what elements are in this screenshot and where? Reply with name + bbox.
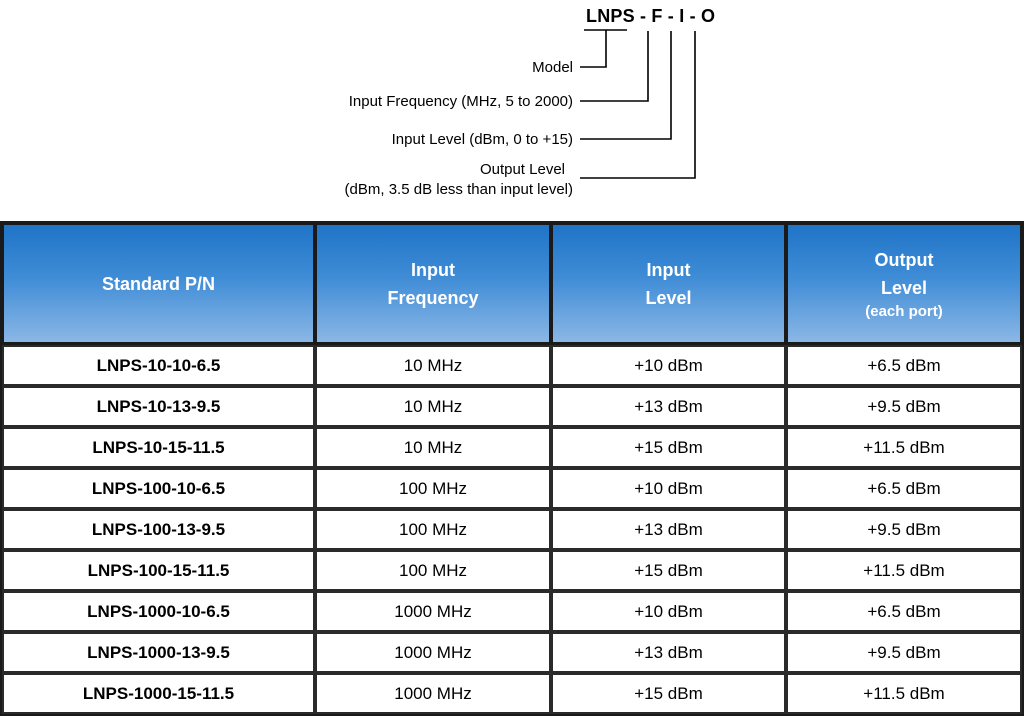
table-header-row	[2, 223, 1022, 345]
cell-part-number: LNPS-1000-10-6.5	[2, 591, 315, 632]
header-output-level-line1: Output	[874, 249, 934, 270]
cell-input-level: +13 dBm	[551, 509, 786, 550]
cell-input-level: +15 dBm	[551, 427, 786, 468]
cell-part-number: LNPS-100-13-9.5	[2, 509, 315, 550]
cell-part-number: LNPS-1000-15-11.5	[2, 673, 315, 714]
label-output-level-title: Output Level	[479, 161, 565, 178]
cell-part-number: LNPS-10-13-9.5	[2, 386, 315, 427]
cell-input-frequency: 100 MHz	[315, 509, 551, 550]
cell-output-level: +9.5 dBm	[786, 509, 1022, 550]
header-output-level	[786, 223, 1022, 345]
table-row	[2, 673, 1022, 714]
cell-part-number: LNPS-1000-13-9.5	[2, 632, 315, 673]
table-row	[2, 591, 1022, 632]
cell-output-level: +9.5 dBm	[786, 386, 1022, 427]
label-model: Model	[532, 59, 573, 76]
cell-input-level: +13 dBm	[551, 386, 786, 427]
cell-output-level: +11.5 dBm	[786, 673, 1022, 714]
cell-output-level: +11.5 dBm	[786, 427, 1022, 468]
cell-output-level: +9.5 dBm	[786, 632, 1022, 673]
header-input-level-line2: Level	[645, 287, 692, 308]
table-row	[2, 345, 1022, 386]
header-standard-pn	[2, 223, 315, 345]
cell-part-number: LNPS-100-10-6.5	[2, 468, 315, 509]
header-output-level-line2: Level	[880, 277, 928, 298]
cell-input-frequency: 1000 MHz	[315, 673, 551, 714]
connector-model-drop	[580, 30, 606, 67]
cell-output-level: +6.5 dBm	[786, 468, 1022, 509]
cell-input-level: +15 dBm	[551, 550, 786, 591]
cell-input-level: +10 dBm	[551, 468, 786, 509]
cell-input-frequency: 10 MHz	[315, 427, 551, 468]
table-row	[2, 550, 1022, 591]
cell-input-level: +10 dBm	[551, 345, 786, 386]
header-input-level	[551, 223, 786, 345]
table-row	[2, 632, 1022, 673]
cell-input-level: +10 dBm	[551, 591, 786, 632]
header-standard-pn-label: Standard P/N	[101, 273, 216, 294]
cell-input-frequency: 1000 MHz	[315, 591, 551, 632]
label-input-frequency: Input Frequency (MHz, 5 to 2000)	[348, 93, 573, 110]
header-output-level-note: (each port)	[865, 302, 943, 320]
cell-part-number: LNPS-10-10-6.5	[2, 345, 315, 386]
cell-part-number: LNPS-10-15-11.5	[2, 427, 315, 468]
header-input-frequency-line1: Input	[411, 259, 455, 280]
part-number-format: LNPS - F - I - O	[586, 6, 716, 26]
connector-frequency	[580, 31, 648, 101]
cell-input-level: +13 dBm	[551, 632, 786, 673]
connector-output-level	[580, 31, 695, 178]
label-output-level-detail: (dBm, 3.5 dB less than input level)	[344, 181, 573, 198]
cell-output-level: +6.5 dBm	[786, 345, 1022, 386]
label-input-level: Input Level (dBm, 0 to +15)	[391, 131, 573, 148]
cell-input-frequency: 100 MHz	[315, 550, 551, 591]
cell-input-frequency: 1000 MHz	[315, 632, 551, 673]
header-input-level-line1: Input	[646, 259, 691, 280]
header-input-frequency-line2: Frequency	[387, 287, 479, 308]
header-input-frequency	[315, 223, 551, 345]
cell-input-frequency: 100 MHz	[315, 468, 551, 509]
cell-part-number: LNPS-100-15-11.5	[2, 550, 315, 591]
table-row	[2, 427, 1022, 468]
cell-input-level: +15 dBm	[551, 673, 786, 714]
label-output-level	[345, 160, 573, 200]
table-row	[2, 509, 1022, 550]
spec-table	[0, 221, 1024, 716]
cell-output-level: +11.5 dBm	[786, 550, 1022, 591]
connector-input-level	[580, 31, 671, 139]
cell-output-level: +6.5 dBm	[786, 591, 1022, 632]
table-row	[2, 468, 1022, 509]
table-row	[2, 386, 1022, 427]
cell-input-frequency: 10 MHz	[315, 345, 551, 386]
cell-input-frequency: 10 MHz	[315, 386, 551, 427]
